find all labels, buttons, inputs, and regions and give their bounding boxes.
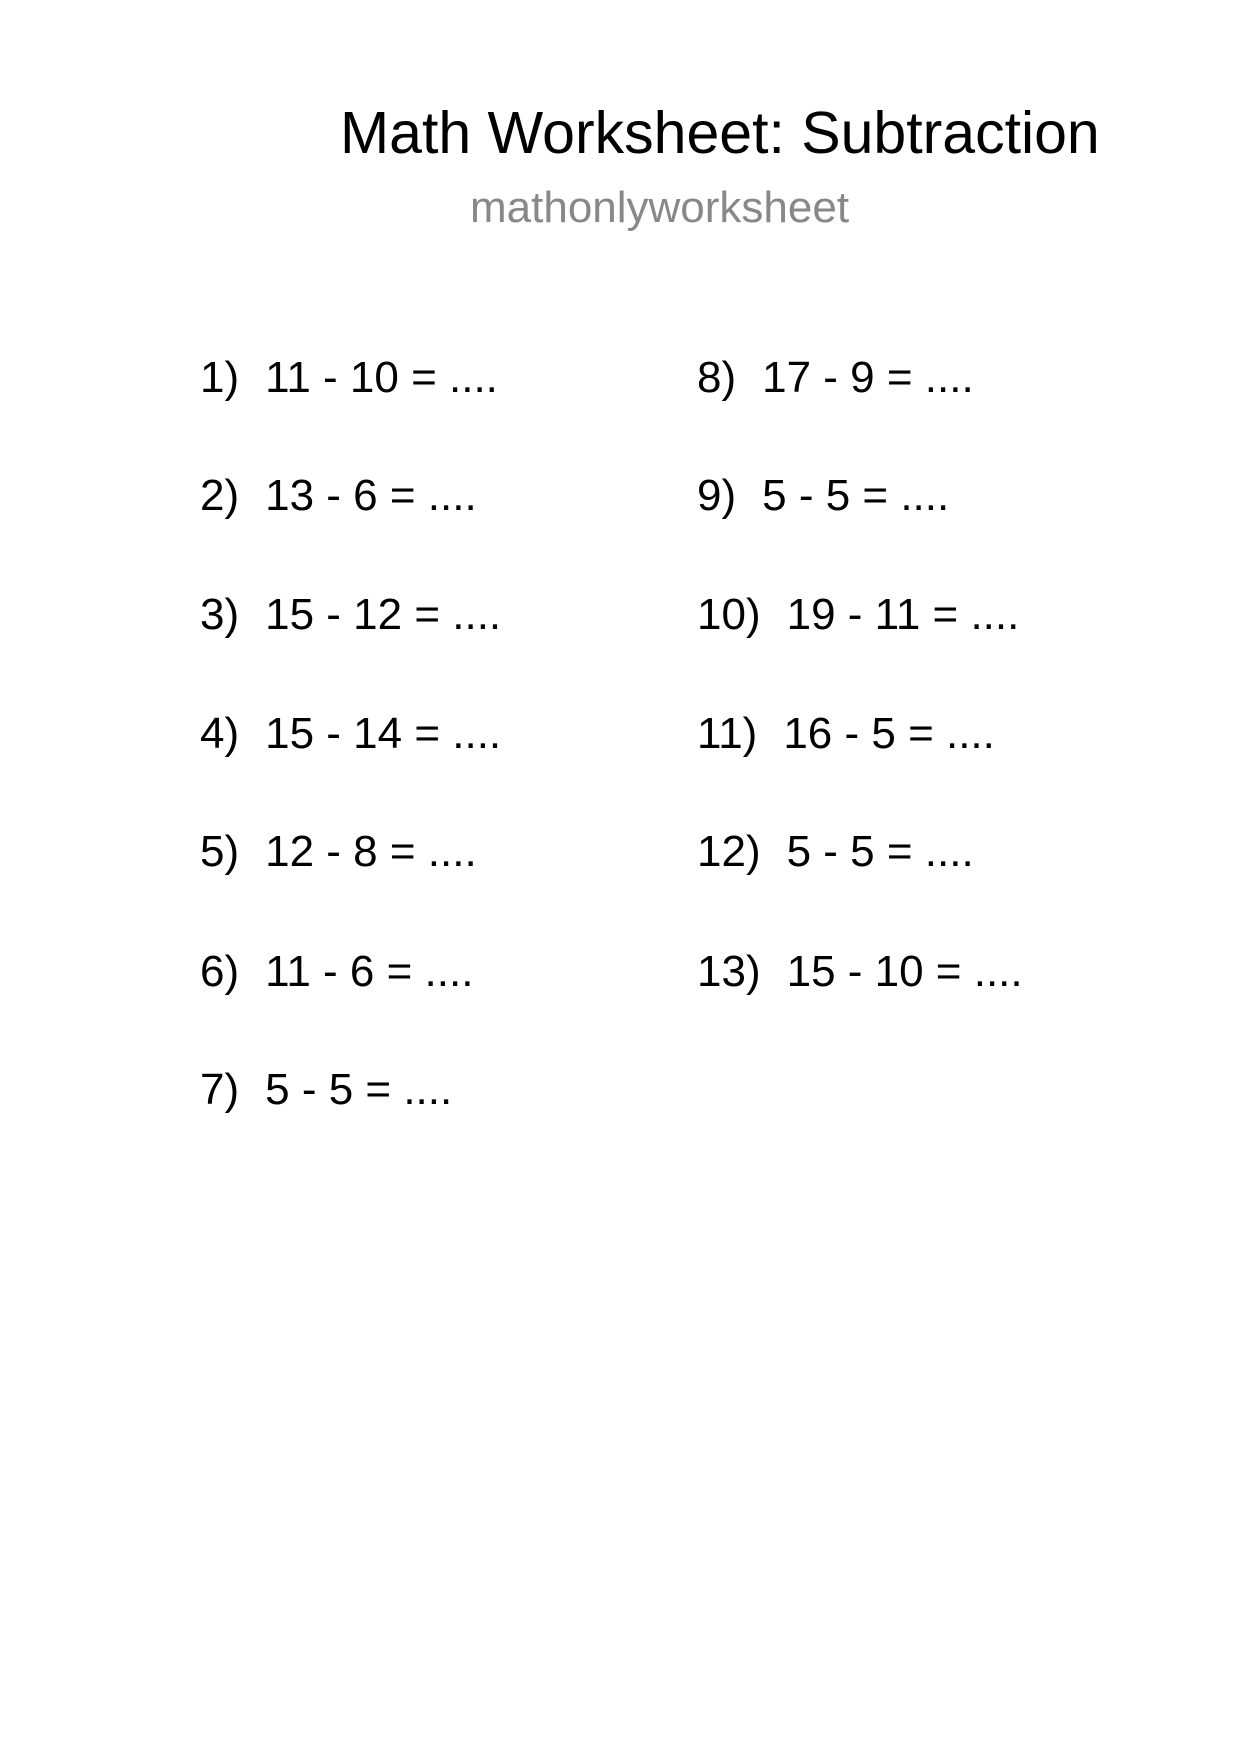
problem-number: 5) xyxy=(200,827,240,876)
problem-expression: 11 - 10 = .... xyxy=(265,353,498,402)
problem-expression: 17 - 9 = .... xyxy=(762,353,974,402)
problem-number: 6) xyxy=(200,947,240,996)
worksheet-title: Math Worksheet: Subtraction xyxy=(340,100,1100,166)
problem-number: 8) xyxy=(697,353,737,402)
problem-item xyxy=(200,589,501,641)
problem-number: 12) xyxy=(697,827,761,876)
problem-number: 13) xyxy=(697,947,761,996)
problem-item xyxy=(200,1064,452,1116)
problem-expression: 11 - 6 = .... xyxy=(265,947,474,996)
problem-expression: 13 - 6 = .... xyxy=(265,471,477,520)
problem-item xyxy=(697,589,1019,641)
problem-expression: 15 - 12 = .... xyxy=(265,590,502,639)
problem-number: 11) xyxy=(697,709,758,758)
problem-expression: 15 - 14 = .... xyxy=(265,709,502,758)
problem-number: 4) xyxy=(200,709,240,758)
problem-expression: 12 - 8 = .... xyxy=(265,827,477,876)
problem-expression: 5 - 5 = .... xyxy=(762,471,950,520)
problem-item xyxy=(697,352,974,404)
problem-item xyxy=(200,708,501,760)
problem-number: 2) xyxy=(200,471,240,520)
problem-expression: 5 - 5 = .... xyxy=(786,827,974,876)
problem-item xyxy=(200,352,498,404)
problem-expression: 5 - 5 = .... xyxy=(265,1065,453,1114)
problem-item xyxy=(697,946,1023,998)
problem-number: 9) xyxy=(697,471,737,520)
problem-item xyxy=(200,470,477,522)
problem-item xyxy=(200,946,473,998)
problem-number: 7) xyxy=(200,1065,240,1114)
problem-item xyxy=(697,708,995,760)
problem-item xyxy=(697,826,974,878)
problem-item xyxy=(200,826,477,878)
problem-number: 3) xyxy=(200,590,240,639)
problem-expression: 15 - 10 = .... xyxy=(786,947,1023,996)
problem-number: 1) xyxy=(200,353,240,402)
problem-expression: 19 - 11 = .... xyxy=(786,590,1020,639)
problem-expression: 16 - 5 = .... xyxy=(783,709,995,758)
problem-item xyxy=(697,470,949,522)
problem-number: 10) xyxy=(697,590,761,639)
worksheet-subtitle: mathonlyworksheet xyxy=(470,183,850,232)
